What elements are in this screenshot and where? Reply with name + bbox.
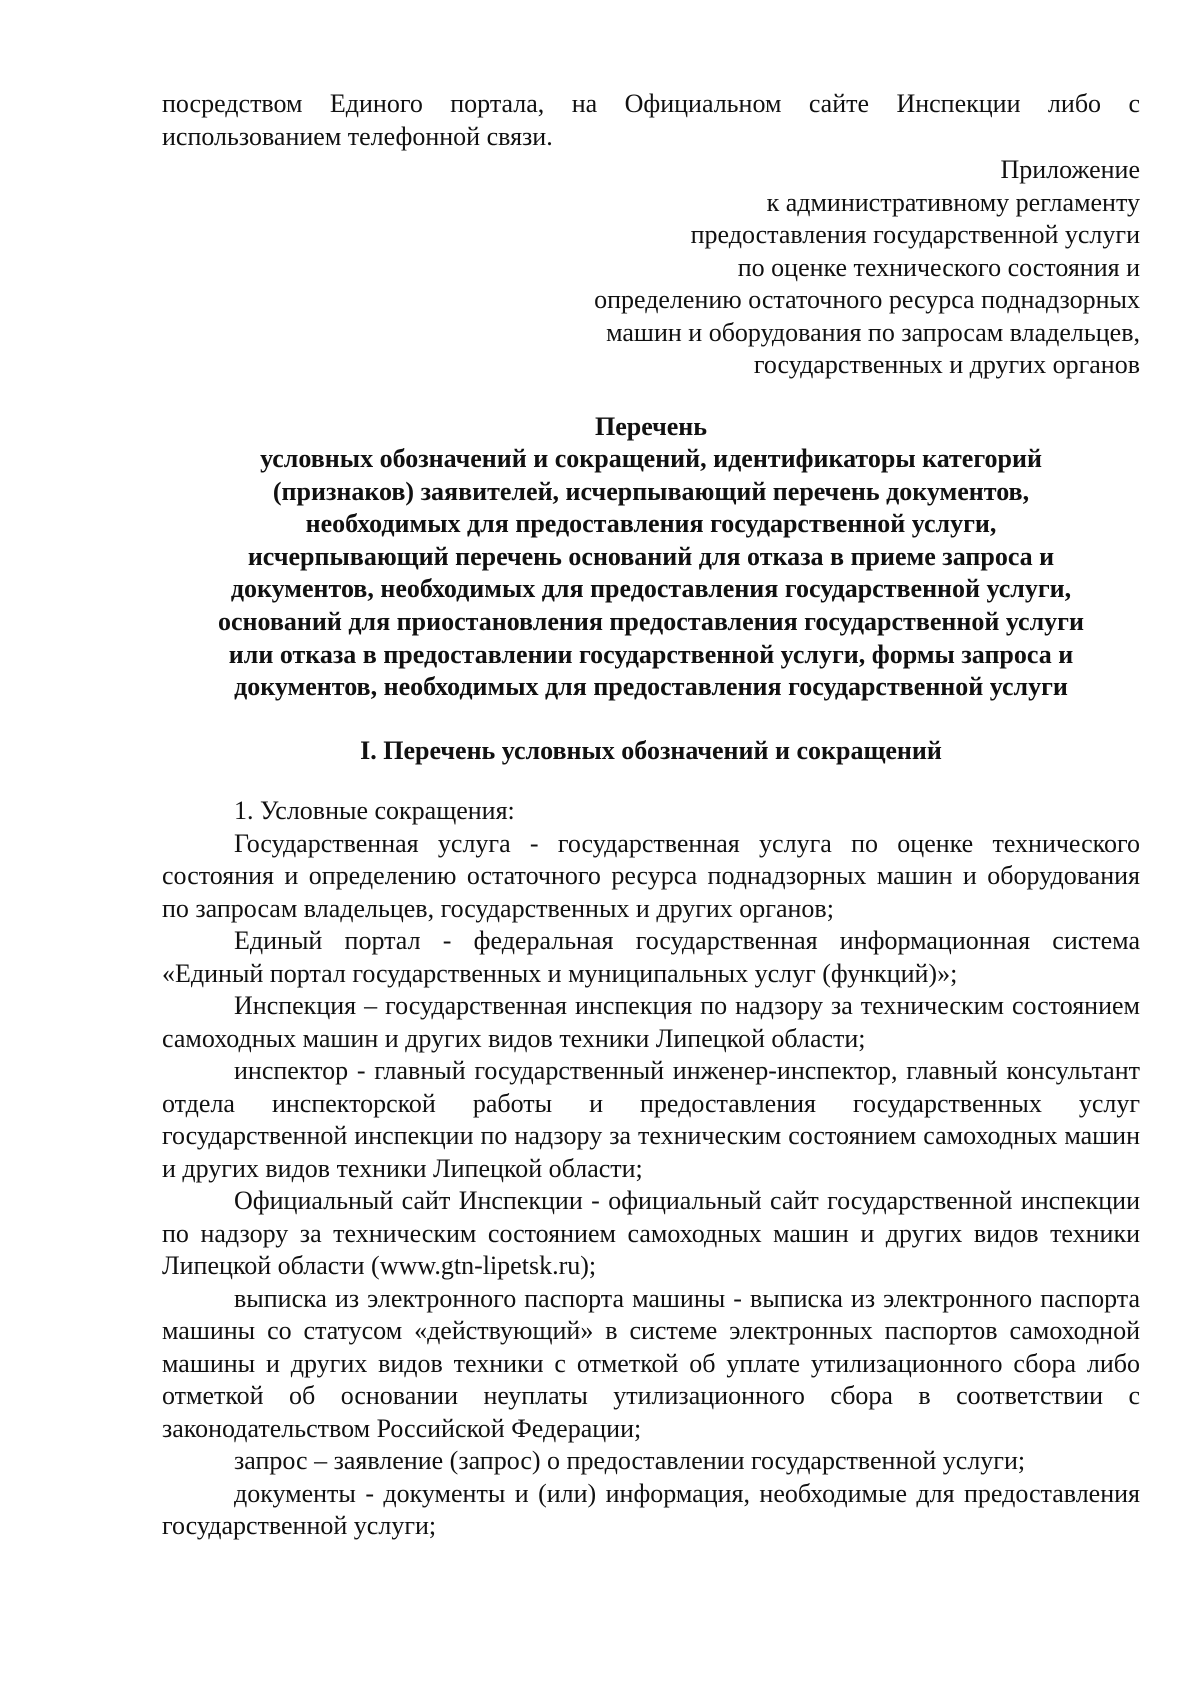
appendix-line: к административному регламенту: [766, 187, 1140, 217]
definition-paragraph: Официальный сайт Инспекции - официальный сайт государственной инспекции по надзору за техническим состоянием самоходных машин и других видов техники Липецкой области (www.gtn-lipetsk.ru);: [162, 1186, 1140, 1281]
title-line: необходимых для предоставления государственной услуги,: [305, 509, 997, 539]
section-heading: I. Перечень условных обозначений и сокращений: [360, 735, 942, 765]
item-heading: 1. Условные сокращения:: [234, 796, 515, 826]
title-line: документов, необходимых для предоставления государственной услуги: [234, 672, 1068, 702]
definition-paragraph: Единый портал - федеральная государственная информационная система «Единый портал государственных и муниципальных услуг (функций)»;: [162, 926, 1140, 988]
document-body: [162, 88, 1140, 1543]
appendix-line: Приложение: [1000, 155, 1140, 184]
definition-paragraph: Инспекция – государственная инспекция по надзору за техническим состоянием самоходных машин и других видов техники Липецкой области;: [162, 991, 1140, 1053]
appendix-line: по оценке технического состояния и: [737, 252, 1140, 282]
definition-paragraph: Государственная услуга - государственная услуга по оценке технического состояния и определению остаточного ресурса поднадзорных машин и оборудования по запросам владельцев, государственных и других органов;: [162, 828, 1140, 923]
appendix-line: определению остаточного ресурса поднадзорных: [594, 285, 1140, 314]
appendix-line: предоставления государственной услуги: [690, 220, 1140, 249]
definition-paragraph: выписка из электронного паспорта машины - выписка из электронного паспорта машины со статусом «действующий» в системе электронных паспортов самоходной машины и других видов техники с отметкой об уплате утилизационного сбора либо отметкой об основании неуплаты утилизационного сбора в соответствии с законодательством Российской Федерации;: [162, 1283, 1140, 1443]
title-line: или отказа в предоставлении государственной услуги, формы запроса и: [228, 639, 1074, 669]
title-line: (признаков) заявителей, исчерпывающий перечень документов,: [272, 476, 1030, 506]
definition-paragraph: документы - документы и (или) информация, необходимые для предоставления государственной услуги;: [162, 1478, 1140, 1541]
title-line: оснований для приостановления предоставления государственной услуги: [218, 607, 1084, 637]
document-title: [162, 411, 1140, 704]
appendix-header: [162, 154, 1140, 382]
title-line: Перечень: [594, 411, 708, 441]
title-line: исчерпывающий перечень оснований для отказа в приеме запроса и: [247, 541, 1055, 571]
definition-paragraph: инспектор - главный государственный инженер-инспектор, главный консультант отдела инспекторской работы и предоставления государственных услуг государственной инспекции по надзору за техническим состоянием самоходных машин и других видов техники Липецкой области;: [162, 1056, 1140, 1183]
title-line: условных обозначений и сокращений, идентификаторы категорий: [260, 444, 1042, 474]
definition-paragraph: запрос – заявление (запрос) о предоставлении государственной услуги;: [234, 1446, 1026, 1476]
appendix-line: государственных и других органов: [753, 350, 1140, 379]
intro-paragraph: посредством Единого портала, на Официальном сайте Инспекции либо с использованием телефонной связи.: [162, 89, 1140, 151]
appendix-line: машин и оборудования по запросам владельцев,: [606, 317, 1140, 347]
title-line: документов, необходимых для предоставления государственной услуги,: [230, 574, 1072, 604]
